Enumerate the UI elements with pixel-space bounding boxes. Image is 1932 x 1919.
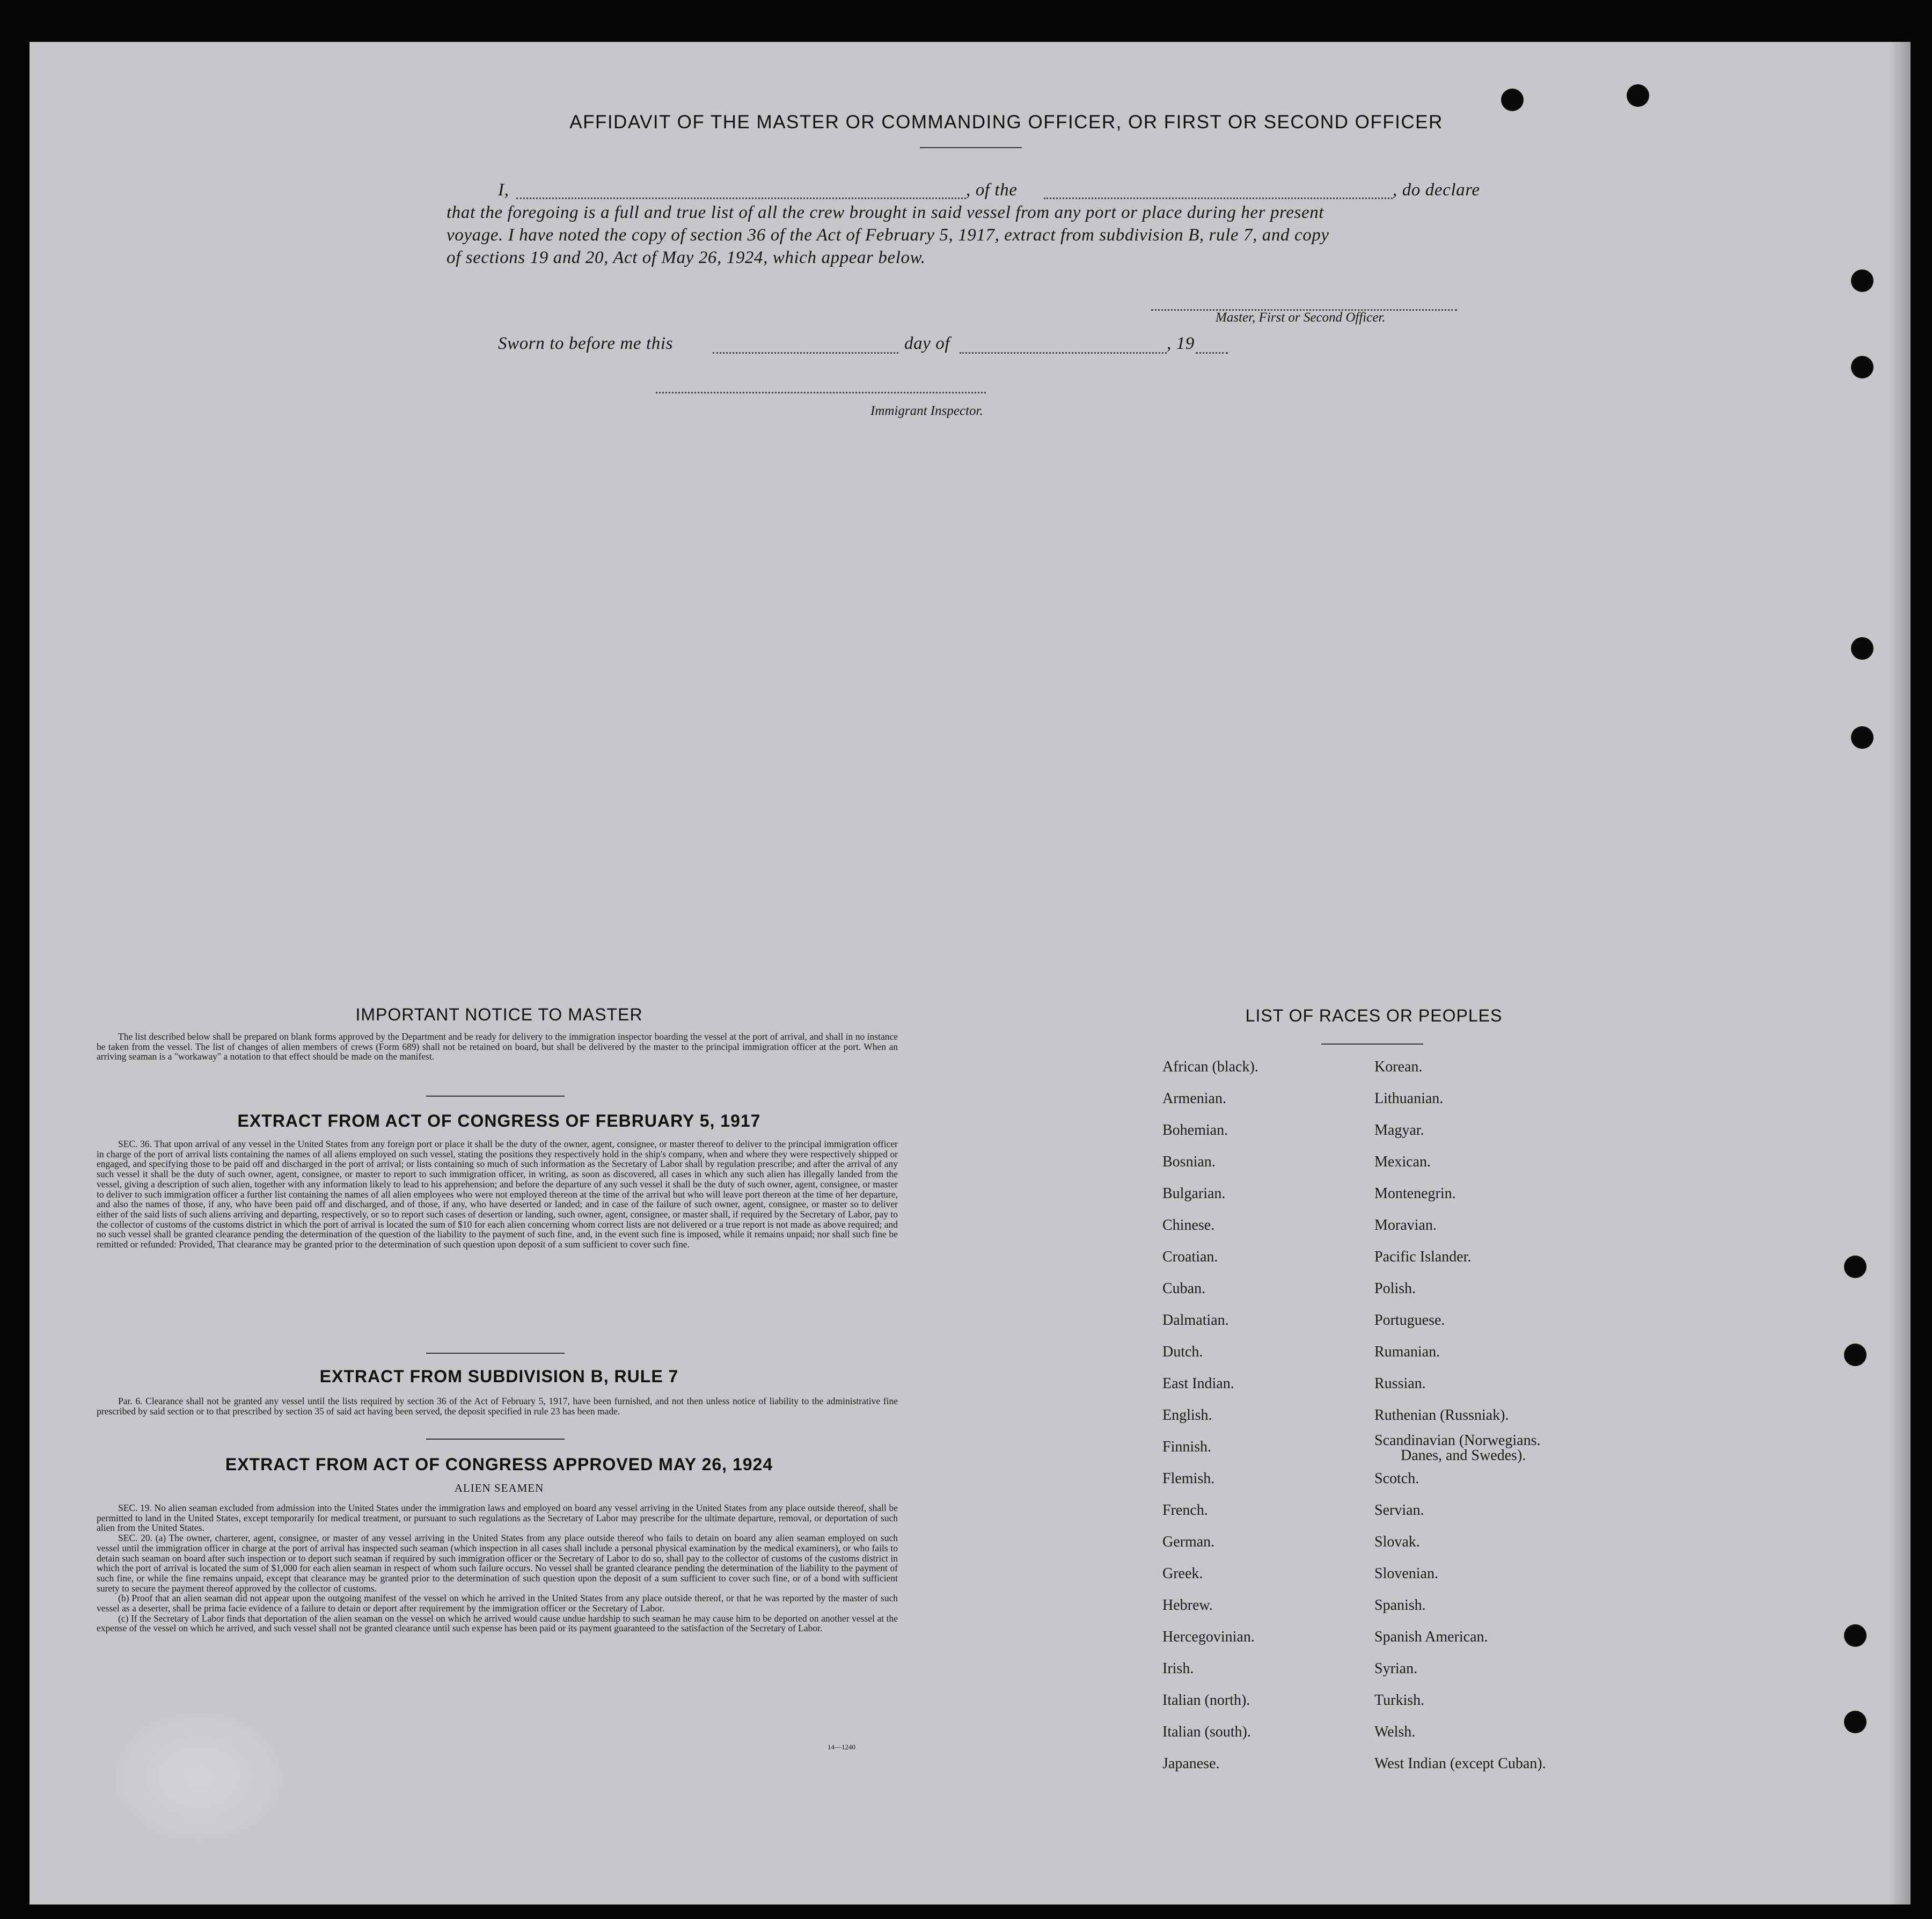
punch-hole (1844, 1624, 1867, 1647)
race-item: Pacific Islander. (1374, 1249, 1472, 1265)
vessel-blank[interactable] (1044, 198, 1393, 199)
alien-seamen-subtitle: ALIEN SEAMEN (454, 1482, 544, 1494)
punch-hole (1844, 1256, 1867, 1278)
embossed-seal (107, 1707, 290, 1847)
race-item: Bohemian. (1162, 1122, 1228, 1139)
race-item: Chinese. (1162, 1217, 1215, 1234)
race-item: Turkish. (1374, 1692, 1425, 1709)
race-item: Slovenian. (1374, 1565, 1438, 1582)
races-divider (1321, 1044, 1423, 1045)
race-item: Lithuanian. (1374, 1090, 1444, 1107)
affidavit-title: AFFIDAVIT OF THE MASTER OR COMMANDING OFFICER, OR FIRST OR SECOND OFFICER (569, 112, 1443, 133)
notice-body: The list described below shall be prepared on blank forms approved by the Department and be ready for delivery to the immigration inspector boarding the vessel at the port of arrival, and shall in no instance be taken from the vessel. The list of changes of alien members of crews (Form 689) shall not be retained on board, but shall be delivered by the master to the principal immigration officer at the port. When an arriving seaman is a "workaway" a notation to that effect should be made on the manifest. (97, 1031, 898, 1062)
extract-rule7-title: EXTRACT FROM SUBDIVISION B, RULE 7 (319, 1367, 679, 1386)
day-of-text: day of (904, 334, 950, 353)
race-item: German. (1162, 1534, 1215, 1550)
divider (426, 1096, 565, 1097)
race-item: Polish. (1374, 1280, 1416, 1297)
race-item: French. (1162, 1502, 1208, 1519)
extract-1924-title: EXTRACT FROM ACT OF CONGRESS APPROVED MAY 26, 1924 (225, 1455, 773, 1474)
section-20a: SEC. 20. (a) The owner, charterer, agent, consignee, or master of any vessel arriving in the United States from any place outside thereof who fails to detain on board any alien seaman employed on such vessel until the immigration officer in charge at the port of arrival has inspected such seaman (which inspection in all cases shall include a personal physical examination by the medical examiners), or who fails to detain such seaman on board after such inspection or to deport such seaman if required by such immigration officer or the Secretary of Labor to do so, shall pay to the collector of customs of the customs district in which the port of arrival is located the sum of $1,000 for each alien seaman in respect of whom such failure occurs. No vessel shall be granted clearance pending the determination of the liability to the payment of such fine, or while the fine remains unpaid, except that clearance may be granted prior to the determination of such question upon the deposit of a sum sufficient to cover such fine, or of a bond with sufficient surety to secure the payment thereof approved by the collector of customs. (97, 1533, 898, 1594)
race-item: Finnish. (1162, 1439, 1212, 1455)
divider (426, 1353, 565, 1354)
race-item: Dalmatian. (1162, 1312, 1229, 1329)
race-item: Cuban. (1162, 1280, 1206, 1297)
race-item: Bulgarian. (1162, 1185, 1226, 1202)
inspector-signature-blank[interactable] (656, 392, 986, 393)
affidavit-line3: voyage. I have noted the copy of section 36 of the Act of February 5, 1917, extract from subdivision B, rule 7, and copy (447, 225, 1329, 245)
punch-hole (1851, 637, 1874, 660)
section-20b: (b) Proof that an alien seaman did not appear upon the outgoing manifest of the vessel on which he arrived in the United States from any place outside thereof, or that he was reported by the master of such vessel as a deserter, shall be prima facie evidence of a failure to detain or deport after requirement by the immigration officer or the Secretary of Labor. (97, 1593, 898, 1614)
race-item: Bosnian. (1162, 1154, 1216, 1170)
section-19: SEC. 19. No alien seaman excluded from admission into the United States under the immigration laws and employed on board any vessel arriving in the United States from any place outside thereof, shall be permitted to land in the United States, except temporarily for medical treatment, or pursuant to such regulations as the Secretary of Labor may prescribe for the ultimate departure, removal, or deportation of such alien from the United States. (97, 1502, 898, 1534)
day-blank[interactable] (713, 352, 898, 354)
race-item: Dutch. (1162, 1344, 1203, 1360)
punch-hole (1851, 269, 1874, 292)
punch-hole (1501, 89, 1524, 111)
race-item: Hercegovinian. (1162, 1629, 1255, 1645)
month-blank[interactable] (960, 352, 1167, 354)
sworn-text: Sworn to before me this (498, 334, 674, 353)
race-item: Portuguese. (1374, 1312, 1445, 1329)
extract-rule7-body: Par. 6. Clearance shall not be granted any vessel until the lists required by section 36 of the Act of February 5, 1917, have been furnished, and not then unless notice of liability to the administrative fine prescribed by said section or to that prescribed by section 35 of said act having been served, the deposit specified in rule 23 has been made. (97, 1396, 898, 1417)
divider (426, 1439, 565, 1440)
race-item: Welsh. (1374, 1724, 1416, 1740)
year-prefix: , 19 (1167, 334, 1195, 353)
race-item: Scotch. (1374, 1470, 1419, 1487)
race-item: Irish. (1162, 1660, 1194, 1677)
title-divider (920, 147, 1022, 148)
race-item: Japanese. (1162, 1755, 1220, 1772)
race-item: English. (1162, 1407, 1212, 1424)
race-item: Scandinavian (Norwegians. (1374, 1432, 1541, 1449)
race-item: Flemish. (1162, 1470, 1215, 1487)
punch-hole (1844, 1711, 1867, 1733)
affidavit-line4: of sections 19 and 20, Act of May 26, 1924, which appear below. (447, 248, 926, 267)
race-item: Slovak. (1374, 1534, 1420, 1550)
race-item: Croatian. (1162, 1249, 1218, 1265)
race-item: East Indian. (1162, 1375, 1234, 1392)
affidavit-line1-middle: , of the (966, 180, 1018, 200)
race-item: Syrian. (1374, 1660, 1418, 1677)
race-item-continuation: Danes, and Swedes). (1401, 1447, 1526, 1464)
races-title: LIST OF RACES OR PEOPLES (1245, 1006, 1503, 1025)
race-item: Greek. (1162, 1565, 1203, 1582)
race-item: African (black). (1162, 1059, 1258, 1075)
race-item: Armenian. (1162, 1090, 1226, 1107)
race-item: Rumanian. (1374, 1344, 1440, 1360)
form-number: 14—1240 (828, 1743, 855, 1751)
punch-hole (1627, 84, 1649, 107)
name-blank[interactable] (516, 198, 966, 199)
affidavit-line1-start: I, (498, 180, 509, 200)
page-edge-shadow (1889, 42, 1911, 1905)
race-item: West Indian (except Cuban). (1374, 1755, 1546, 1772)
year-blank[interactable] (1196, 352, 1228, 354)
extract-1924-sections (97, 1503, 898, 1633)
race-item: Montenegrin. (1374, 1185, 1456, 1202)
race-item: Italian (south). (1162, 1724, 1251, 1740)
affidavit-line2: that the foregoing is a full and true list of all the crew brought in said vessel from any port or place during her present (447, 203, 1324, 222)
affidavit-line1-end: , do declare (1393, 180, 1480, 200)
punch-hole (1851, 726, 1874, 749)
race-item: Korean. (1374, 1059, 1423, 1075)
section-20c: (c) If the Secretary of Labor finds that deportation of the alien seaman on the vessel on which he arrived would cause undue hardship to such seaman he may cause him to be deported on another vessel at the expense of the vessel on which he arrived, and such vessel shall not be granted clearance until such expense has been paid or its payment guaranteed to the satisfaction of the Secretary of Labor. (97, 1612, 898, 1634)
race-item: Spanish. (1374, 1597, 1426, 1614)
race-item: Moravian. (1374, 1217, 1437, 1234)
race-item: Mexican. (1374, 1154, 1431, 1170)
punch-hole (1851, 356, 1874, 378)
race-item: Servian. (1374, 1502, 1424, 1519)
signature-label: Master, First or Second Officer. (1216, 310, 1386, 325)
race-item: Hebrew. (1162, 1597, 1213, 1614)
race-item: Italian (north). (1162, 1692, 1250, 1709)
extract-1917-title: EXTRACT FROM ACT OF CONGRESS OF FEBRUARY 5, 1917 (237, 1111, 761, 1130)
notice-title: IMPORTANT NOTICE TO MASTER (355, 1005, 643, 1024)
race-item: Russian. (1374, 1375, 1426, 1392)
race-item: Magyar. (1374, 1122, 1424, 1139)
race-item: Spanish American. (1374, 1629, 1488, 1645)
extract-1917-body: SEC. 36. That upon arrival of any vessel in the United States from any foreign port or place it shall be the duty of the owner, agent, consignee, or master thereof to deliver to the principal immigration officer in charge of the port of arrival lists containing the names of all aliens employed on such vessel, stating the positions they respectively hold in the ship's company, when and where they were respectively shipped or engaged, and specifying those to be paid off and discharged in the port of arrival; or lists containing so much of such information as the Secretary of Labor shall by regulation prescribe; and after the arrival of any such vessel it shall be the duty of such owner, agent, consignee, or master to report to such immigration officer, in writing, as soon as discovered, all cases in which any such alien has illegally landed from the vessel, giving a description of such alien, together with any information likely to lead to his apprehension; and before the departure of any such vessel it shall be the duty of such owner, agent, consignee, or master to deliver to such immigration officer a further list containing the names of all alien employees who were not employed thereon at the time of the arrival but who will leave port thereon at the time of her departure, and also the names of those, if any, who have been paid off and discharged, and of those, if any, who have deserted or landed; and in case of the failure of such owner, agent, consignee, or master so to deliver either of the said lists of such aliens arriving and departing, respectively, or so to report such cases of desertion or landing, such owner, agent, consignee, or master shall, if required by the Secretary of Labor, pay to the collector of customs of the customs district in which the port of arrival is located the sum of $10 for each alien concerning whom correct lists are not delivered or a true report is not made as above required; and no such vessel shall be granted clearance pending the determination of the question of the liability to the payment of such fine, and, in the event such fine is imposed, while it remains unpaid; nor shall such fine be remitted or refunded: Provided, That clearance may be granted prior to the determination of such question upon deposit of a sum sufficient to cover such fine. (97, 1139, 898, 1250)
race-item: Ruthenian (Russniak). (1374, 1407, 1509, 1424)
punch-hole (1844, 1344, 1867, 1366)
inspector-label: Immigrant Inspector. (870, 404, 983, 418)
